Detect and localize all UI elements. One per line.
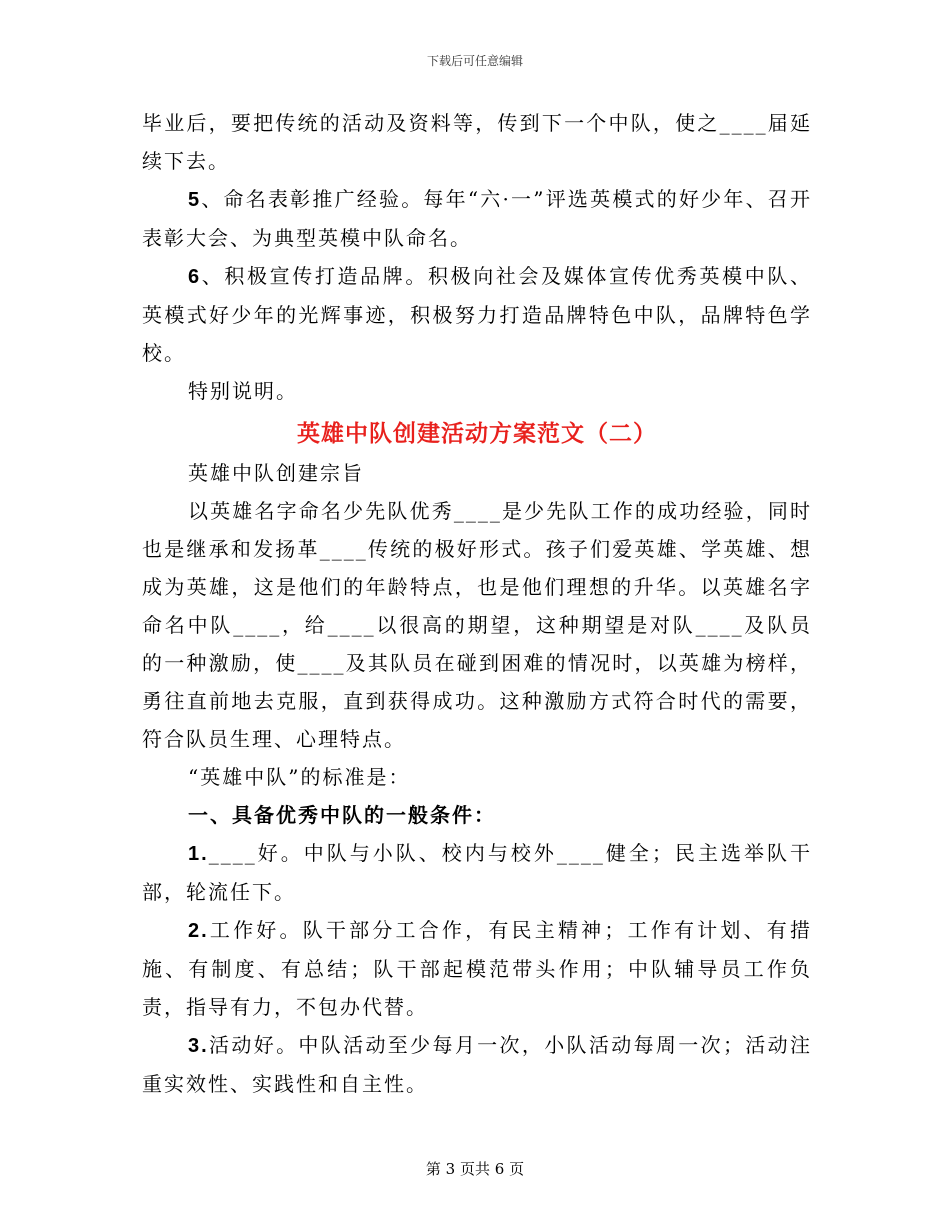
item-text: 工作好。队干部分工合作，有民主精神；工作有计划、有措施、有制度、有总结；队干部起模范带头作用；中队辅导员工作负责，指导有力，不包办代替。 xyxy=(142,918,812,1019)
paragraph-continuation: 毕业后，要把传统的活动及资料等，传到下一个中队，使之____届延续下去。 xyxy=(142,111,812,173)
item-number: 3. xyxy=(188,1035,209,1057)
item-number: 1. xyxy=(188,843,209,865)
document-body xyxy=(142,104,812,1103)
paragraph-condition-heading: 一、具备优秀中队的一般条件： xyxy=(188,803,496,827)
item-text: 、命名表彰推广经验。每年“六·一”评选英模式的好少年、召开表彰大会、为典型英模中队命名。 xyxy=(142,187,812,250)
item-number: 5 xyxy=(188,189,202,211)
page-footer: 第 3 页共 6 页 xyxy=(425,1160,525,1178)
paragraph-special-note: 特别说明。 xyxy=(188,379,298,403)
item-text: ____好。中队与小队、校内与校外____健全；民主选举队干部，轮流任下。 xyxy=(142,841,812,904)
item-number: 2. xyxy=(188,920,209,942)
paragraph-purpose-body: 以英雄名字命名少先队优秀____是少先队工作的成功经验，同时也是继承和发扬革____传统的极好形式。孩子们爱英雄、学英雄、想成为英雄，这是他们的年龄特点，也是他们理想的升华。以英雄名字命名中队____，给____以很高的期望，这种期望是对队____及队员的一种激励，使____及其队员在碰到困难的情况时，以英雄为榜样，勇往直前地去克服，直到获得成功。这种激励方式符合时代的需要，符合队员生理、心理特点。 xyxy=(142,499,812,751)
paragraph-item-5 xyxy=(142,180,812,257)
section-title: 英雄中队创建活动方案范文（二） xyxy=(297,420,657,447)
item-text: 活动好。中队活动至少每月一次，小队活动每周一次；活动注重实效性、实践性和自主性。 xyxy=(142,1033,812,1096)
paragraph-condition-2 xyxy=(142,911,812,1026)
paragraph-condition-3 xyxy=(142,1026,812,1103)
item-number: 6 xyxy=(188,266,202,288)
paragraph-item-6 xyxy=(142,257,812,372)
page-header: 下载后可任意编辑 xyxy=(426,54,523,68)
paragraph-standard-intro: “英雄中队”的标准是： xyxy=(188,765,411,789)
paragraph-purpose-heading: 英雄中队创建宗旨 xyxy=(188,461,364,485)
paragraph-condition-1 xyxy=(142,834,812,911)
item-text: 、积极宣传打造品牌。积极向社会及媒体宣传优秀英模中队、英模式好少年的光辉事迹，积极努力打造品牌特色中队，品牌特色学校。 xyxy=(142,264,812,365)
